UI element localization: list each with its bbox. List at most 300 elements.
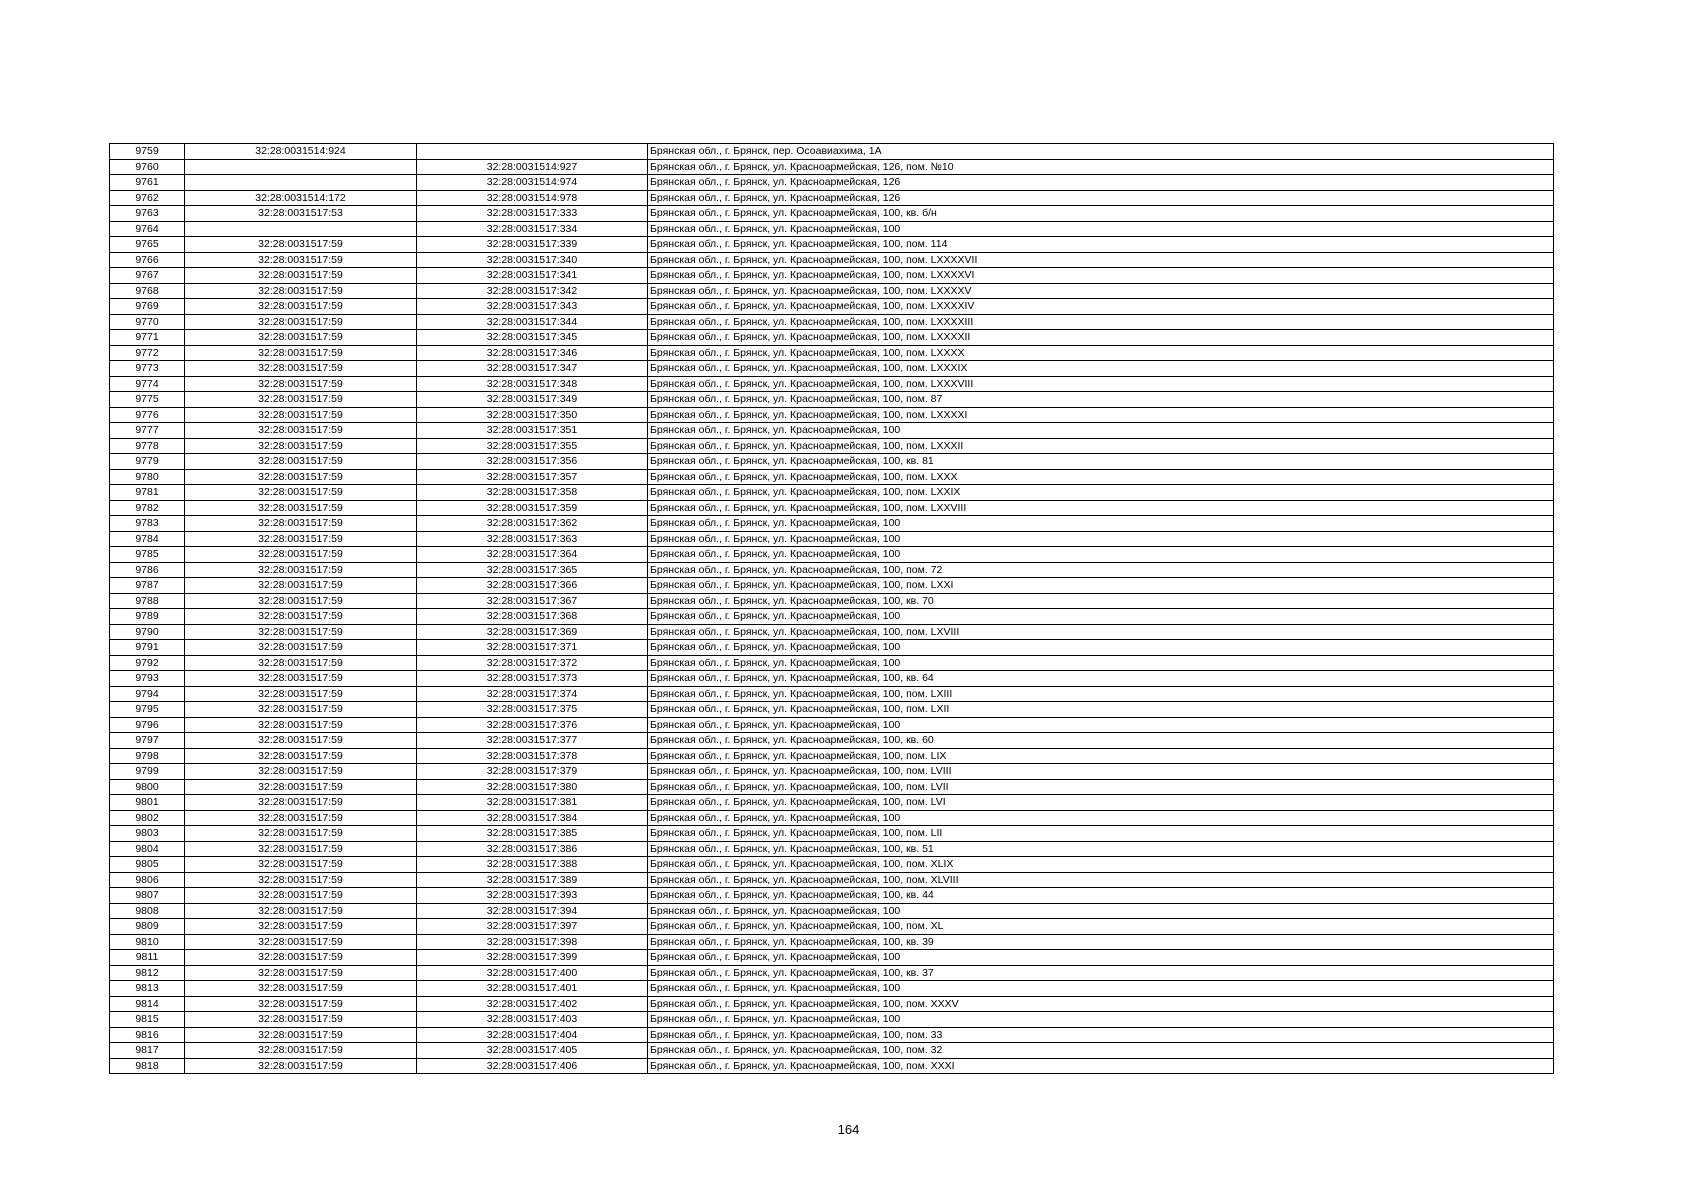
row-number-cell: 9817 <box>110 1043 185 1059</box>
row-number-cell: 9792 <box>110 655 185 671</box>
cadastral-number-cell: 32:28:0031517:339 <box>417 237 648 253</box>
parent-cadastral-number-cell: 32:28:0031517:59 <box>185 531 417 547</box>
parent-cadastral-number-cell: 32:28:0031517:59 <box>185 950 417 966</box>
cadastral-number-cell: 32:28:0031517:401 <box>417 981 648 997</box>
parent-cadastral-number-cell: 32:28:0031517:59 <box>185 888 417 904</box>
parent-cadastral-number-cell: 32:28:0031517:59 <box>185 314 417 330</box>
table-row <box>110 640 1554 656</box>
address-cell: Брянская обл., г. Брянск, ул. Красноармейская, 100, пом. LVII <box>648 779 1554 795</box>
row-number-cell: 9805 <box>110 857 185 873</box>
address-cell: Брянская обл., г. Брянск, ул. Красноармейская, 100, пом. LXXXXI <box>648 407 1554 423</box>
table-row <box>110 314 1554 330</box>
parent-cadastral-number-cell: 32:28:0031514:172 <box>185 190 417 206</box>
parent-cadastral-number-cell: 32:28:0031517:59 <box>185 392 417 408</box>
parent-cadastral-number-cell: 32:28:0031517:59 <box>185 686 417 702</box>
parent-cadastral-number-cell: 32:28:0031517:59 <box>185 655 417 671</box>
parent-cadastral-number-cell: 32:28:0031517:59 <box>185 748 417 764</box>
row-number-cell: 9778 <box>110 438 185 454</box>
table-row <box>110 516 1554 532</box>
row-number-cell: 9798 <box>110 748 185 764</box>
table-row <box>110 190 1554 206</box>
row-number-cell: 9806 <box>110 872 185 888</box>
address-cell: Брянская обл., г. Брянск, ул. Красноармейская, 100, пом. LVI <box>648 795 1554 811</box>
address-cell: Брянская обл., г. Брянск, ул. Красноармейская, 100, пом. 114 <box>648 237 1554 253</box>
row-number-cell: 9760 <box>110 159 185 175</box>
table-row <box>110 376 1554 392</box>
cadastral-number-cell: 32:28:0031517:355 <box>417 438 648 454</box>
row-number-cell: 9784 <box>110 531 185 547</box>
registry-table-body <box>110 144 1554 1074</box>
parent-cadastral-number-cell: 32:28:0031517:59 <box>185 903 417 919</box>
address-cell: Брянская обл., г. Брянск, ул. Красноармейская, 100, кв. 44 <box>648 888 1554 904</box>
table-row <box>110 934 1554 950</box>
parent-cadastral-number-cell: 32:28:0031517:59 <box>185 330 417 346</box>
address-cell: Брянская обл., г. Брянск, ул. Красноармейская, 100 <box>648 516 1554 532</box>
parent-cadastral-number-cell: 32:28:0031517:59 <box>185 299 417 315</box>
address-cell: Брянская обл., г. Брянск, ул. Красноармейская, 100, пом. LXIII <box>648 686 1554 702</box>
table-row <box>110 779 1554 795</box>
parent-cadastral-number-cell: 32:28:0031517:59 <box>185 764 417 780</box>
parent-cadastral-number-cell: 32:28:0031517:59 <box>185 934 417 950</box>
address-cell: Брянская обл., г. Брянск, ул. Красноармейская, 100, пом. LII <box>648 826 1554 842</box>
row-number-cell: 9788 <box>110 593 185 609</box>
address-cell: Брянская обл., г. Брянск, ул. Красноармейская, 100, кв. 81 <box>648 454 1554 470</box>
parent-cadastral-number-cell: 32:28:0031517:59 <box>185 640 417 656</box>
table-row <box>110 624 1554 640</box>
cadastral-number-cell: 32:28:0031517:405 <box>417 1043 648 1059</box>
parent-cadastral-number-cell <box>185 159 417 175</box>
row-number-cell: 9801 <box>110 795 185 811</box>
row-number-cell: 9815 <box>110 1012 185 1028</box>
table-row <box>110 345 1554 361</box>
parent-cadastral-number-cell: 32:28:0031517:59 <box>185 562 417 578</box>
row-number-cell: 9763 <box>110 206 185 222</box>
cadastral-number-cell: 32:28:0031517:377 <box>417 733 648 749</box>
row-number-cell: 9775 <box>110 392 185 408</box>
cadastral-number-cell: 32:28:0031514:927 <box>417 159 648 175</box>
table-row <box>110 857 1554 873</box>
row-number-cell: 9793 <box>110 671 185 687</box>
address-cell: Брянская обл., г. Брянск, ул. Красноармейская, 100, пом. LIX <box>648 748 1554 764</box>
table-row <box>110 438 1554 454</box>
table-row <box>110 1012 1554 1028</box>
table-row <box>110 826 1554 842</box>
cadastral-number-cell: 32:28:0031517:385 <box>417 826 648 842</box>
table-row <box>110 1058 1554 1074</box>
parent-cadastral-number-cell: 32:28:0031517:59 <box>185 671 417 687</box>
cadastral-number-cell: 32:28:0031517:404 <box>417 1027 648 1043</box>
address-cell: Брянская обл., г. Брянск, ул. Красноармейская, 100, пом. XLVIII <box>648 872 1554 888</box>
cadastral-number-cell: 32:28:0031517:371 <box>417 640 648 656</box>
parent-cadastral-number-cell: 32:28:0031517:59 <box>185 454 417 470</box>
address-cell: Брянская обл., г. Брянск, ул. Красноармейская, 100, пом. XL <box>648 919 1554 935</box>
parent-cadastral-number-cell: 32:28:0031517:59 <box>185 1027 417 1043</box>
parent-cadastral-number-cell: 32:28:0031517:59 <box>185 283 417 299</box>
table-row <box>110 485 1554 501</box>
row-number-cell: 9761 <box>110 175 185 191</box>
address-cell: Брянская обл., г. Брянск, ул. Красноармейская, 100, пом. LXXXIX <box>648 361 1554 377</box>
row-number-cell: 9776 <box>110 407 185 423</box>
cadastral-number-cell: 32:28:0031517:378 <box>417 748 648 764</box>
row-number-cell: 9766 <box>110 252 185 268</box>
cadastral-number-cell: 32:28:0031517:400 <box>417 965 648 981</box>
cadastral-number-cell: 32:28:0031517:349 <box>417 392 648 408</box>
table-row <box>110 1027 1554 1043</box>
cadastral-number-cell <box>417 144 648 160</box>
address-cell: Брянская обл., г. Брянск, ул. Красноармейская, 100 <box>648 1012 1554 1028</box>
row-number-cell: 9777 <box>110 423 185 439</box>
row-number-cell: 9795 <box>110 702 185 718</box>
row-number-cell: 9759 <box>110 144 185 160</box>
parent-cadastral-number-cell: 32:28:0031517:59 <box>185 516 417 532</box>
address-cell: Брянская обл., г. Брянск, ул. Красноармейская, 100, пом. LXXXXIV <box>648 299 1554 315</box>
cadastral-number-cell: 32:28:0031517:372 <box>417 655 648 671</box>
parent-cadastral-number-cell: 32:28:0031517:59 <box>185 717 417 733</box>
table-row <box>110 562 1554 578</box>
table-row <box>110 330 1554 346</box>
row-number-cell: 9783 <box>110 516 185 532</box>
parent-cadastral-number-cell: 32:28:0031517:59 <box>185 361 417 377</box>
table-row <box>110 221 1554 237</box>
address-cell: Брянская обл., г. Брянск, ул. Красноармейская, 100 <box>648 981 1554 997</box>
parent-cadastral-number-cell: 32:28:0031514:924 <box>185 144 417 160</box>
table-row <box>110 423 1554 439</box>
parent-cadastral-number-cell: 32:28:0031517:59 <box>185 438 417 454</box>
parent-cadastral-number-cell: 32:28:0031517:59 <box>185 1058 417 1074</box>
table-row <box>110 268 1554 284</box>
parent-cadastral-number-cell: 32:28:0031517:59 <box>185 965 417 981</box>
address-cell: Брянская обл., г. Брянск, ул. Красноармейская, 100, кв. 51 <box>648 841 1554 857</box>
table-row <box>110 919 1554 935</box>
row-number-cell: 9800 <box>110 779 185 795</box>
parent-cadastral-number-cell: 32:28:0031517:59 <box>185 919 417 935</box>
table-row <box>110 764 1554 780</box>
table-row <box>110 144 1554 160</box>
table-row <box>110 283 1554 299</box>
address-cell: Брянская обл., г. Брянск, ул. Красноармейская, 100 <box>648 903 1554 919</box>
row-number-cell: 9762 <box>110 190 185 206</box>
address-cell: Брянская обл., г. Брянск, ул. Красноармейская, 126 <box>648 175 1554 191</box>
address-cell: Брянская обл., г. Брянск, пер. Осоавиахима, 1А <box>648 144 1554 160</box>
address-cell: Брянская обл., г. Брянск, ул. Красноармейская, 100 <box>648 640 1554 656</box>
row-number-cell: 9803 <box>110 826 185 842</box>
parent-cadastral-number-cell: 32:28:0031517:59 <box>185 702 417 718</box>
address-cell: Брянская обл., г. Брянск, ул. Красноармейская, 100, пом. 32 <box>648 1043 1554 1059</box>
cadastral-number-cell: 32:28:0031517:369 <box>417 624 648 640</box>
table-row <box>110 733 1554 749</box>
table-row <box>110 655 1554 671</box>
cadastral-number-cell: 32:28:0031517:368 <box>417 609 648 625</box>
cadastral-number-cell: 32:28:0031517:364 <box>417 547 648 563</box>
cadastral-number-cell: 32:28:0031517:366 <box>417 578 648 594</box>
row-number-cell: 9797 <box>110 733 185 749</box>
row-number-cell: 9772 <box>110 345 185 361</box>
parent-cadastral-number-cell: 32:28:0031517:59 <box>185 593 417 609</box>
address-cell: Брянская обл., г. Брянск, ул. Красноармейская, 100, пом. LXXXXII <box>648 330 1554 346</box>
address-cell: Брянская обл., г. Брянск, ул. Красноармейская, 100 <box>648 423 1554 439</box>
address-cell: Брянская обл., г. Брянск, ул. Красноармейская, 100, пом. LXXXXIII <box>648 314 1554 330</box>
address-cell: Брянская обл., г. Брянск, ул. Красноармейская, 100, кв. 70 <box>648 593 1554 609</box>
cadastral-number-cell: 32:28:0031517:347 <box>417 361 648 377</box>
cadastral-number-cell: 32:28:0031517:373 <box>417 671 648 687</box>
parent-cadastral-number-cell: 32:28:0031517:59 <box>185 345 417 361</box>
cadastral-number-cell: 32:28:0031517:393 <box>417 888 648 904</box>
address-cell: Брянская обл., г. Брянск, ул. Красноармейская, 100 <box>648 810 1554 826</box>
parent-cadastral-number-cell: 32:28:0031517:59 <box>185 500 417 516</box>
cadastral-number-cell: 32:28:0031517:376 <box>417 717 648 733</box>
cadastral-number-cell: 32:28:0031517:343 <box>417 299 648 315</box>
address-cell: Брянская обл., г. Брянск, ул. Красноармейская, 100, пом. LXXXXVI <box>648 268 1554 284</box>
row-number-cell: 9767 <box>110 268 185 284</box>
parent-cadastral-number-cell: 32:28:0031517:59 <box>185 810 417 826</box>
address-cell: Брянская обл., г. Брянск, ул. Красноармейская, 100, пом. XLIX <box>648 857 1554 873</box>
parent-cadastral-number-cell: 32:28:0031517:59 <box>185 857 417 873</box>
row-number-cell: 9814 <box>110 996 185 1012</box>
address-cell: Брянская обл., г. Брянск, ул. Красноармейская, 100, пом. LXXI <box>648 578 1554 594</box>
table-row <box>110 609 1554 625</box>
table-row <box>110 888 1554 904</box>
cadastral-number-cell: 32:28:0031517:340 <box>417 252 648 268</box>
address-cell: Брянская обл., г. Брянск, ул. Красноармейская, 100, пом. LXXXII <box>648 438 1554 454</box>
parent-cadastral-number-cell: 32:28:0031517:59 <box>185 1043 417 1059</box>
cadastral-number-cell: 32:28:0031517:345 <box>417 330 648 346</box>
cadastral-number-cell: 32:28:0031517:358 <box>417 485 648 501</box>
table-row <box>110 593 1554 609</box>
row-number-cell: 9811 <box>110 950 185 966</box>
address-cell: Брянская обл., г. Брянск, ул. Красноармейская, 100 <box>648 950 1554 966</box>
cadastral-number-cell: 32:28:0031517:356 <box>417 454 648 470</box>
cadastral-number-cell: 32:28:0031514:974 <box>417 175 648 191</box>
table-row <box>110 950 1554 966</box>
row-number-cell: 9764 <box>110 221 185 237</box>
cadastral-number-cell: 32:28:0031517:344 <box>417 314 648 330</box>
row-number-cell: 9790 <box>110 624 185 640</box>
address-cell: Брянская обл., г. Брянск, ул. Красноармейская, 100, пом. LXVIII <box>648 624 1554 640</box>
cadastral-number-cell: 32:28:0031517:384 <box>417 810 648 826</box>
cadastral-number-cell: 32:28:0031517:398 <box>417 934 648 950</box>
parent-cadastral-number-cell: 32:28:0031517:59 <box>185 268 417 284</box>
address-cell: Брянская обл., г. Брянск, ул. Красноармейская, 100, кв. 39 <box>648 934 1554 950</box>
address-cell: Брянская обл., г. Брянск, ул. Красноармейская, 100 <box>648 221 1554 237</box>
parent-cadastral-number-cell: 32:28:0031517:59 <box>185 872 417 888</box>
address-cell: Брянская обл., г. Брянск, ул. Красноармейская, 100, пом. LXXX <box>648 469 1554 485</box>
parent-cadastral-number-cell: 32:28:0031517:59 <box>185 469 417 485</box>
cadastral-number-cell: 32:28:0031517:403 <box>417 1012 648 1028</box>
row-number-cell: 9812 <box>110 965 185 981</box>
page-number: 164 <box>837 1122 860 1137</box>
address-cell: Брянская обл., г. Брянск, ул. Красноармейская, 100, пом. LXXXVIII <box>648 376 1554 392</box>
row-number-cell: 9765 <box>110 237 185 253</box>
parent-cadastral-number-cell: 32:28:0031517:59 <box>185 252 417 268</box>
address-cell: Брянская обл., г. Брянск, ул. Красноармейская, 100 <box>648 609 1554 625</box>
cadastral-number-cell: 32:28:0031517:333 <box>417 206 648 222</box>
cadastral-number-cell: 32:28:0031517:348 <box>417 376 648 392</box>
cadastral-number-cell: 32:28:0031517:381 <box>417 795 648 811</box>
table-row <box>110 252 1554 268</box>
cadastral-number-cell: 32:28:0031517:341 <box>417 268 648 284</box>
parent-cadastral-number-cell: 32:28:0031517:59 <box>185 624 417 640</box>
cadastral-number-cell: 32:28:0031517:406 <box>417 1058 648 1074</box>
cadastral-number-cell: 32:28:0031517:365 <box>417 562 648 578</box>
parent-cadastral-number-cell: 32:28:0031517:59 <box>185 779 417 795</box>
parent-cadastral-number-cell: 32:28:0031517:59 <box>185 237 417 253</box>
parent-cadastral-number-cell: 32:28:0031517:53 <box>185 206 417 222</box>
parent-cadastral-number-cell: 32:28:0031517:59 <box>185 376 417 392</box>
address-cell: Брянская обл., г. Брянск, ул. Красноармейская, 100 <box>648 655 1554 671</box>
table-row <box>110 717 1554 733</box>
cadastral-number-cell: 32:28:0031517:386 <box>417 841 648 857</box>
cadastral-number-cell: 32:28:0031517:399 <box>417 950 648 966</box>
address-cell: Брянская обл., г. Брянск, ул. Красноармейская, 100, пом. 33 <box>648 1027 1554 1043</box>
table-row <box>110 469 1554 485</box>
table-row <box>110 671 1554 687</box>
cadastral-number-cell: 32:28:0031517:351 <box>417 423 648 439</box>
table-row <box>110 159 1554 175</box>
address-cell: Брянская обл., г. Брянск, ул. Красноармейская, 100, кв. б/н <box>648 206 1554 222</box>
cadastral-number-cell: 32:28:0031517:363 <box>417 531 648 547</box>
row-number-cell: 9799 <box>110 764 185 780</box>
address-cell: Брянская обл., г. Брянск, ул. Красноармейская, 100, пом. LXXXXVII <box>648 252 1554 268</box>
parent-cadastral-number-cell: 32:28:0031517:59 <box>185 981 417 997</box>
row-number-cell: 9773 <box>110 361 185 377</box>
cadastral-number-cell: 32:28:0031517:380 <box>417 779 648 795</box>
table-row <box>110 175 1554 191</box>
table-row <box>110 810 1554 826</box>
cadastral-number-cell: 32:28:0031517:379 <box>417 764 648 780</box>
row-number-cell: 9813 <box>110 981 185 997</box>
address-cell: Брянская обл., г. Брянск, ул. Красноармейская, 100, пом. LXXXX <box>648 345 1554 361</box>
cadastral-number-cell: 32:28:0031517:367 <box>417 593 648 609</box>
table-row <box>110 206 1554 222</box>
table-row <box>110 965 1554 981</box>
parent-cadastral-number-cell: 32:28:0031517:59 <box>185 795 417 811</box>
address-cell: Брянская обл., г. Брянск, ул. Красноармейская, 126, пом. №10 <box>648 159 1554 175</box>
table-row <box>110 299 1554 315</box>
address-cell: Брянская обл., г. Брянск, ул. Красноармейская, 100, кв. 60 <box>648 733 1554 749</box>
parent-cadastral-number-cell: 32:28:0031517:59 <box>185 826 417 842</box>
table-row <box>110 872 1554 888</box>
row-number-cell: 9785 <box>110 547 185 563</box>
table-row <box>110 795 1554 811</box>
cadastral-number-cell: 32:28:0031517:359 <box>417 500 648 516</box>
address-cell: Брянская обл., г. Брянск, ул. Красноармейская, 100, пом. 72 <box>648 562 1554 578</box>
parent-cadastral-number-cell: 32:28:0031517:59 <box>185 996 417 1012</box>
row-number-cell: 9809 <box>110 919 185 935</box>
address-cell: Брянская обл., г. Брянск, ул. Красноармейская, 100 <box>648 717 1554 733</box>
address-cell: Брянская обл., г. Брянск, ул. Красноармейская, 100, пом. 87 <box>648 392 1554 408</box>
row-number-cell: 9774 <box>110 376 185 392</box>
parent-cadastral-number-cell: 32:28:0031517:59 <box>185 485 417 501</box>
address-cell: Брянская обл., г. Брянск, ул. Красноармейская, 100, кв. 64 <box>648 671 1554 687</box>
table-row <box>110 686 1554 702</box>
cadastral-number-cell: 32:28:0031517:402 <box>417 996 648 1012</box>
table-row <box>110 981 1554 997</box>
parent-cadastral-number-cell <box>185 221 417 237</box>
address-cell: Брянская обл., г. Брянск, ул. Красноармейская, 100, пом. LXXXXV <box>648 283 1554 299</box>
cadastral-number-cell: 32:28:0031517:362 <box>417 516 648 532</box>
parent-cadastral-number-cell: 32:28:0031517:59 <box>185 733 417 749</box>
cadastral-number-cell: 32:28:0031514:978 <box>417 190 648 206</box>
cadastral-number-cell: 32:28:0031517:388 <box>417 857 648 873</box>
parent-cadastral-number-cell: 32:28:0031517:59 <box>185 547 417 563</box>
table-row <box>110 841 1554 857</box>
address-cell: Брянская обл., г. Брянск, ул. Красноармейская, 100, пом. LXXIX <box>648 485 1554 501</box>
cadastral-number-cell: 32:28:0031517:346 <box>417 345 648 361</box>
row-number-cell: 9770 <box>110 314 185 330</box>
cadastral-number-cell: 32:28:0031517:334 <box>417 221 648 237</box>
row-number-cell: 9802 <box>110 810 185 826</box>
parent-cadastral-number-cell: 32:28:0031517:59 <box>185 609 417 625</box>
table-row <box>110 392 1554 408</box>
table-row <box>110 500 1554 516</box>
address-cell: Брянская обл., г. Брянск, ул. Красноармейская, 100 <box>648 531 1554 547</box>
table-row <box>110 531 1554 547</box>
table-row <box>110 361 1554 377</box>
cadastral-number-cell: 32:28:0031517:389 <box>417 872 648 888</box>
cadastral-number-cell: 32:28:0031517:397 <box>417 919 648 935</box>
row-number-cell: 9789 <box>110 609 185 625</box>
row-number-cell: 9810 <box>110 934 185 950</box>
row-number-cell: 9816 <box>110 1027 185 1043</box>
table-row <box>110 996 1554 1012</box>
parent-cadastral-number-cell: 32:28:0031517:59 <box>185 407 417 423</box>
cadastral-number-cell: 32:28:0031517:375 <box>417 702 648 718</box>
parent-cadastral-number-cell <box>185 175 417 191</box>
address-cell: Брянская обл., г. Брянск, ул. Красноармейская, 100, пом. LXXVIII <box>648 500 1554 516</box>
table-row <box>110 748 1554 764</box>
row-number-cell: 9786 <box>110 562 185 578</box>
table-row <box>110 702 1554 718</box>
row-number-cell: 9771 <box>110 330 185 346</box>
row-number-cell: 9808 <box>110 903 185 919</box>
row-number-cell: 9791 <box>110 640 185 656</box>
row-number-cell: 9807 <box>110 888 185 904</box>
address-cell: Брянская обл., г. Брянск, ул. Красноармейская, 100, пом. XXXV <box>648 996 1554 1012</box>
cadastral-number-cell: 32:28:0031517:394 <box>417 903 648 919</box>
row-number-cell: 9780 <box>110 469 185 485</box>
address-cell: Брянская обл., г. Брянск, ул. Красноармейская, 100, кв. 37 <box>648 965 1554 981</box>
table-row <box>110 237 1554 253</box>
address-cell: Брянская обл., г. Брянск, ул. Красноармейская, 100, пом. LVIII <box>648 764 1554 780</box>
table-row <box>110 407 1554 423</box>
table-row <box>110 903 1554 919</box>
row-number-cell: 9794 <box>110 686 185 702</box>
address-cell: Брянская обл., г. Брянск, ул. Красноармейская, 100, пом. LXII <box>648 702 1554 718</box>
address-cell: Брянская обл., г. Брянск, ул. Красноармейская, 100 <box>648 547 1554 563</box>
cadastral-number-cell: 32:28:0031517:342 <box>417 283 648 299</box>
table-row <box>110 547 1554 563</box>
row-number-cell: 9779 <box>110 454 185 470</box>
cadastral-number-cell: 32:28:0031517:350 <box>417 407 648 423</box>
row-number-cell: 9818 <box>110 1058 185 1074</box>
address-cell: Брянская обл., г. Брянск, ул. Красноармейская, 100, пом. XXXI <box>648 1058 1554 1074</box>
cadastral-number-cell: 32:28:0031517:374 <box>417 686 648 702</box>
row-number-cell: 9796 <box>110 717 185 733</box>
cadastral-number-cell: 32:28:0031517:357 <box>417 469 648 485</box>
parent-cadastral-number-cell: 32:28:0031517:59 <box>185 423 417 439</box>
table-row <box>110 454 1554 470</box>
parent-cadastral-number-cell: 32:28:0031517:59 <box>185 1012 417 1028</box>
row-number-cell: 9781 <box>110 485 185 501</box>
address-cell: Брянская обл., г. Брянск, ул. Красноармейская, 126 <box>648 190 1554 206</box>
row-number-cell: 9804 <box>110 841 185 857</box>
parent-cadastral-number-cell: 32:28:0031517:59 <box>185 578 417 594</box>
table-row <box>110 1043 1554 1059</box>
row-number-cell: 9787 <box>110 578 185 594</box>
row-number-cell: 9769 <box>110 299 185 315</box>
registry-table <box>109 143 1554 1074</box>
row-number-cell: 9782 <box>110 500 185 516</box>
